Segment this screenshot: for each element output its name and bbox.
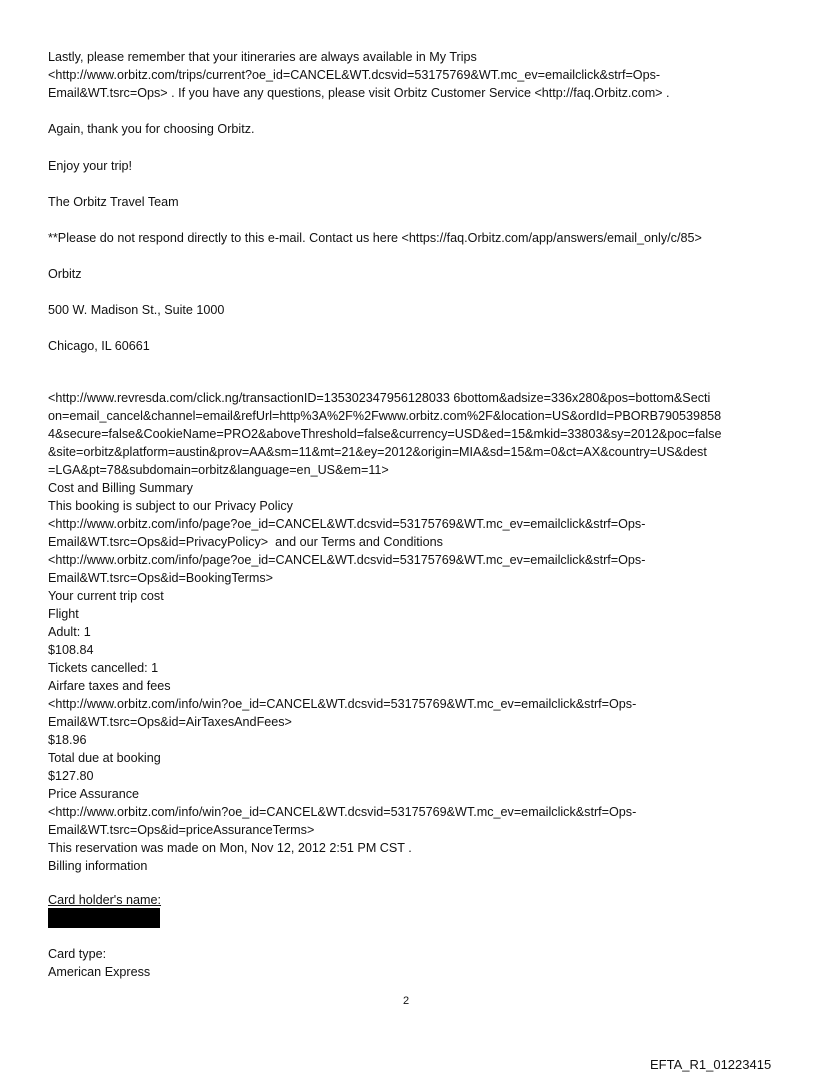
taxes-fees-link[interactable]: <http://www.orbitz.com/info/win?oe_id=CANCEL&WT.dcsvid=53175769&WT.mc_ev=emailclick&strf=Ops- [48, 697, 637, 711]
price-value: $127.80 [48, 769, 94, 783]
body-text: Tickets cancelled: 1 [48, 661, 159, 675]
my-trips-link[interactable]: <http://www.orbitz.com/trips/current?oe_id=CANCEL&WT.dcsvid=53175769&WT.mc_ev=emailclick&strf=Ops- [48, 68, 661, 82]
body-text: Price Assurance [48, 787, 139, 801]
body-text: Airfare taxes and fees [48, 679, 171, 693]
address-line: 500 W. Madison St., Suite 1000 [48, 303, 225, 317]
terms-link[interactable]: Email&WT.tsrc=Ops&id=BookingTerms> [48, 571, 274, 585]
address-line: Chicago, IL 60661 [48, 339, 150, 353]
signature-text: The Orbitz Travel Team [48, 195, 179, 209]
price-value: $108.84 [48, 643, 94, 657]
ad-link[interactable]: &site=orbitz&platform=austin&prov=AA&sm=11&mt=21&ey=2012&origin=MIA&sd=15&m=0&ct=AX&country=US&dest [48, 445, 707, 459]
body-text: Lastly, please remember that your itineraries are always available in My Trips [48, 50, 477, 64]
body-text: Adult: 1 [48, 625, 91, 639]
section-heading: Billing information [48, 859, 148, 873]
body-text: Enjoy your trip! [48, 159, 132, 173]
ad-link[interactable]: <http://www.revresda.com/click.ng/transactionID=135302347956128033 6bottom&adsize=336x280&pos=bottom&Secti [48, 391, 711, 405]
field-label: Card holder's name: [48, 893, 162, 907]
body-text: Total due at booking [48, 751, 161, 765]
terms-link[interactable]: <http://www.orbitz.com/info/page?oe_id=CANCEL&WT.dcsvid=53175769&WT.mc_ev=emailclick&strf=Ops- [48, 553, 646, 567]
body-text: This booking is subject to our Privacy Policy [48, 499, 293, 513]
ad-link[interactable]: 4&secure=false&CookieName=PRO2&aboveThreshold=false&currency=USD&ed=15&mkid=33803&sy=2012&poc=false [48, 427, 722, 441]
price-assurance-link[interactable]: <http://www.orbitz.com/info/win?oe_id=CANCEL&WT.dcsvid=53175769&WT.mc_ev=emailclick&strf=Ops- [48, 805, 637, 819]
body-text: This reservation was made on Mon, Nov 12, 2012 2:51 PM CST . [48, 841, 412, 855]
section-heading: Cost and Billing Summary [48, 481, 193, 495]
contact-notice: **Please do not respond directly to this e-mail. Contact us here <https://faq.Orbitz.com/app/answers/email_only/c/85> [48, 231, 702, 245]
body-text: Email&WT.tsrc=Ops> . If you have any questions, please visit Orbitz Customer Service <http://faq.Orbitz.com> . [48, 86, 670, 100]
field-label: Card type: [48, 947, 107, 961]
ad-link[interactable]: on=email_cancel&channel=email&refUrl=http%3A%2F%2Fwww.orbitz.com%2F&location=US&ordId=PBORB790539858 [48, 409, 722, 423]
company-name: Orbitz [48, 267, 82, 281]
document-id: EFTA_R1_01223415 [650, 1057, 772, 1072]
price-assurance-link[interactable]: Email&WT.tsrc=Ops&id=priceAssuranceTerms> [48, 823, 315, 837]
price-value: $18.96 [48, 733, 87, 747]
page-number: 2 [403, 995, 410, 1007]
body-text: Your current trip cost [48, 589, 164, 603]
taxes-fees-link[interactable]: Email&WT.tsrc=Ops&id=AirTaxesAndFees> [48, 715, 292, 729]
privacy-policy-link[interactable]: <http://www.orbitz.com/info/page?oe_id=CANCEL&WT.dcsvid=53175769&WT.mc_ev=emailclick&strf=Ops- [48, 517, 646, 531]
redaction-block [48, 908, 160, 928]
field-value: American Express [48, 965, 151, 979]
body-text: Flight [48, 607, 79, 621]
privacy-policy-link[interactable]: Email&WT.tsrc=Ops&id=PrivacyPolicy> and our Terms and Conditions [48, 535, 443, 549]
ad-link[interactable]: =LGA&pt=78&subdomain=orbitz&language=en_US&em=11> [48, 463, 389, 477]
body-text: Again, thank you for choosing Orbitz. [48, 122, 255, 136]
